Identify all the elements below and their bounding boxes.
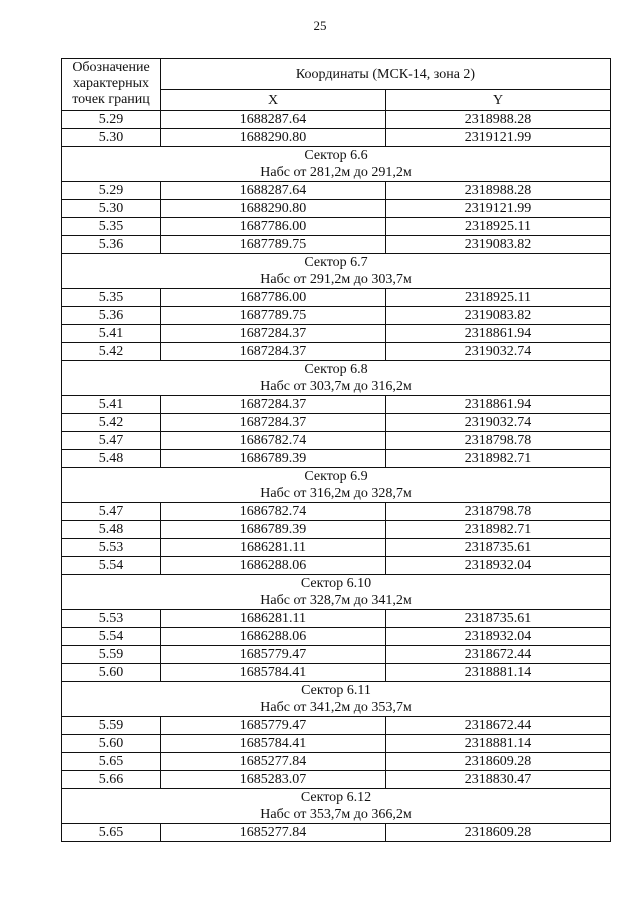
table-row bbox=[62, 735, 611, 753]
x-column-header: X bbox=[161, 90, 386, 111]
table-row bbox=[62, 414, 611, 432]
sector-title: Сектор 6.11 bbox=[301, 683, 371, 698]
table-row bbox=[62, 557, 611, 575]
point-cell: 5.66 bbox=[62, 771, 161, 789]
x-coordinate-cell: 1685779.47 bbox=[161, 646, 386, 664]
x-coordinate-cell: 1687789.75 bbox=[161, 236, 386, 254]
x-coordinate-cell: 1685784.41 bbox=[161, 735, 386, 753]
y-coordinate-cell: 2318988.28 bbox=[386, 182, 611, 200]
y-coordinate-cell: 2318932.04 bbox=[386, 628, 611, 646]
y-coordinate-cell: 2318988.28 bbox=[386, 111, 611, 129]
point-cell: 5.42 bbox=[62, 414, 161, 432]
y-coordinate-cell: 2319121.99 bbox=[386, 200, 611, 218]
sector-header-cell bbox=[62, 361, 611, 396]
x-coordinate-cell: 1686782.74 bbox=[161, 503, 386, 521]
y-coordinate-cell: 2319032.74 bbox=[386, 414, 611, 432]
sector-title: Сектор 6.9 bbox=[304, 469, 368, 484]
y-coordinate-cell: 2318932.04 bbox=[386, 557, 611, 575]
table-row bbox=[62, 432, 611, 450]
table-row bbox=[62, 325, 611, 343]
x-coordinate-cell: 1686281.11 bbox=[161, 539, 386, 557]
x-coordinate-cell: 1685277.84 bbox=[161, 824, 386, 842]
y-coordinate-cell: 2318925.11 bbox=[386, 218, 611, 236]
y-coordinate-cell: 2318982.71 bbox=[386, 450, 611, 468]
point-cell: 5.59 bbox=[62, 646, 161, 664]
y-coordinate-cell: 2318881.14 bbox=[386, 664, 611, 682]
point-cell: 5.30 bbox=[62, 200, 161, 218]
table-row bbox=[62, 824, 611, 842]
x-coordinate-cell: 1686281.11 bbox=[161, 610, 386, 628]
sector-header-cell bbox=[62, 682, 611, 717]
sector-header-row bbox=[62, 575, 611, 610]
y-coordinate-cell: 2318982.71 bbox=[386, 521, 611, 539]
table-row bbox=[62, 717, 611, 735]
table-row bbox=[62, 289, 611, 307]
x-coordinate-cell: 1687789.75 bbox=[161, 307, 386, 325]
y-coordinate-cell: 2319083.82 bbox=[386, 236, 611, 254]
x-coordinate-cell: 1687284.37 bbox=[161, 396, 386, 414]
sector-header-cell bbox=[62, 789, 611, 824]
y-coordinate-cell: 2318735.61 bbox=[386, 610, 611, 628]
point-cell: 5.65 bbox=[62, 824, 161, 842]
y-coordinate-cell: 2318861.94 bbox=[386, 325, 611, 343]
point-cell: 5.60 bbox=[62, 735, 161, 753]
point-cell: 5.47 bbox=[62, 432, 161, 450]
y-coordinate-cell: 2318798.78 bbox=[386, 503, 611, 521]
x-coordinate-cell: 1685283.07 bbox=[161, 771, 386, 789]
table-row bbox=[62, 307, 611, 325]
table-row bbox=[62, 646, 611, 664]
x-coordinate-cell: 1686789.39 bbox=[161, 521, 386, 539]
sector-range: Набс от 341,2м до 353,7м bbox=[260, 700, 412, 715]
point-cell: 5.41 bbox=[62, 396, 161, 414]
x-coordinate-cell: 1685277.84 bbox=[161, 753, 386, 771]
point-cell: 5.60 bbox=[62, 664, 161, 682]
table-row bbox=[62, 111, 611, 129]
table-row bbox=[62, 182, 611, 200]
sector-title: Сектор 6.6 bbox=[304, 148, 368, 163]
x-coordinate-cell: 1687786.00 bbox=[161, 289, 386, 307]
y-coordinate-cell: 2318672.44 bbox=[386, 646, 611, 664]
point-cell: 5.65 bbox=[62, 753, 161, 771]
point-cell: 5.47 bbox=[62, 503, 161, 521]
y-coordinate-cell: 2318672.44 bbox=[386, 717, 611, 735]
sector-title: Сектор 6.12 bbox=[300, 790, 372, 805]
table-row bbox=[62, 450, 611, 468]
sector-header-row bbox=[62, 789, 611, 824]
x-coordinate-cell: 1688290.80 bbox=[161, 129, 386, 147]
x-coordinate-cell: 1686288.06 bbox=[161, 628, 386, 646]
x-coordinate-cell: 1687284.37 bbox=[161, 414, 386, 432]
sector-range: Набс от 281,2м до 291,2м bbox=[260, 165, 412, 180]
table-row bbox=[62, 771, 611, 789]
y-coordinate-cell: 2318609.28 bbox=[386, 824, 611, 842]
sector-range: Набс от 291,2м до 303,7м bbox=[260, 272, 412, 287]
table-row bbox=[62, 218, 611, 236]
point-cell: 5.48 bbox=[62, 521, 161, 539]
point-cell: 5.30 bbox=[62, 129, 161, 147]
table-row bbox=[62, 396, 611, 414]
x-coordinate-cell: 1685779.47 bbox=[161, 717, 386, 735]
sector-title: Сектор 6.8 bbox=[304, 362, 368, 377]
coordinates-header: Координаты (МСК-14, зона 2) bbox=[161, 59, 611, 90]
point-designation-header: Обозначение характерных точек границ bbox=[62, 59, 161, 111]
y-coordinate-cell: 2319032.74 bbox=[386, 343, 611, 361]
point-cell: 5.59 bbox=[62, 717, 161, 735]
x-coordinate-cell: 1688290.80 bbox=[161, 200, 386, 218]
y-coordinate-cell: 2318830.47 bbox=[386, 771, 611, 789]
sector-header-row bbox=[62, 361, 611, 396]
table-row bbox=[62, 539, 611, 557]
sector-header-row bbox=[62, 147, 611, 182]
y-coordinate-cell: 2319121.99 bbox=[386, 129, 611, 147]
sector-header-cell bbox=[62, 575, 611, 610]
page-number: 25 bbox=[313, 18, 327, 33]
y-coordinate-cell: 2318925.11 bbox=[386, 289, 611, 307]
point-cell: 5.54 bbox=[62, 557, 161, 575]
point-cell: 5.41 bbox=[62, 325, 161, 343]
point-cell: 5.48 bbox=[62, 450, 161, 468]
coordinates-table bbox=[61, 58, 611, 842]
x-coordinate-cell: 1687284.37 bbox=[161, 343, 386, 361]
y-coordinate-cell: 2318798.78 bbox=[386, 432, 611, 450]
sector-title: Сектор 6.7 bbox=[304, 255, 368, 270]
table-row bbox=[62, 628, 611, 646]
point-cell: 5.53 bbox=[62, 539, 161, 557]
sector-header-cell bbox=[62, 147, 611, 182]
table-row bbox=[62, 200, 611, 218]
y-coordinate-cell: 2318881.14 bbox=[386, 735, 611, 753]
y-coordinate-cell: 2318609.28 bbox=[386, 753, 611, 771]
table-row bbox=[62, 664, 611, 682]
y-coordinate-cell: 2319083.82 bbox=[386, 307, 611, 325]
table-row bbox=[62, 521, 611, 539]
x-coordinate-cell: 1688287.64 bbox=[161, 182, 386, 200]
table-row bbox=[62, 236, 611, 254]
table-row bbox=[62, 610, 611, 628]
table-row bbox=[62, 129, 611, 147]
point-cell: 5.42 bbox=[62, 343, 161, 361]
point-cell: 5.53 bbox=[62, 610, 161, 628]
sector-header-cell bbox=[62, 468, 611, 503]
x-coordinate-cell: 1686288.06 bbox=[161, 557, 386, 575]
point-cell: 5.35 bbox=[62, 289, 161, 307]
x-coordinate-cell: 1686782.74 bbox=[161, 432, 386, 450]
point-cell: 5.29 bbox=[62, 182, 161, 200]
x-coordinate-cell: 1688287.64 bbox=[161, 111, 386, 129]
y-coordinate-cell: 2318735.61 bbox=[386, 539, 611, 557]
sector-header-row bbox=[62, 254, 611, 289]
x-coordinate-cell: 1687284.37 bbox=[161, 325, 386, 343]
point-cell: 5.36 bbox=[62, 236, 161, 254]
x-coordinate-cell: 1687786.00 bbox=[161, 218, 386, 236]
point-cell: 5.36 bbox=[62, 307, 161, 325]
table-body bbox=[62, 111, 611, 842]
point-cell: 5.35 bbox=[62, 218, 161, 236]
point-cell: 5.29 bbox=[62, 111, 161, 129]
sector-header-row bbox=[62, 468, 611, 503]
table-row bbox=[62, 753, 611, 771]
point-cell: 5.54 bbox=[62, 628, 161, 646]
sector-range: Набс от 316,2м до 328,7м bbox=[260, 486, 412, 501]
sector-title: Сектор 6.10 bbox=[300, 576, 372, 591]
y-coordinate-cell: 2318861.94 bbox=[386, 396, 611, 414]
table-row bbox=[62, 503, 611, 521]
sector-range: Набс от 353,7м до 366,2м bbox=[260, 807, 412, 822]
sector-range: Набс от 328,7м до 341,2м bbox=[260, 593, 412, 608]
x-coordinate-cell: 1686789.39 bbox=[161, 450, 386, 468]
y-column-header: Y bbox=[386, 90, 611, 111]
x-coordinate-cell: 1685784.41 bbox=[161, 664, 386, 682]
sector-header-cell bbox=[62, 254, 611, 289]
sector-range: Набс от 303,7м до 316,2м bbox=[260, 379, 412, 394]
table-row bbox=[62, 343, 611, 361]
sector-header-row bbox=[62, 682, 611, 717]
